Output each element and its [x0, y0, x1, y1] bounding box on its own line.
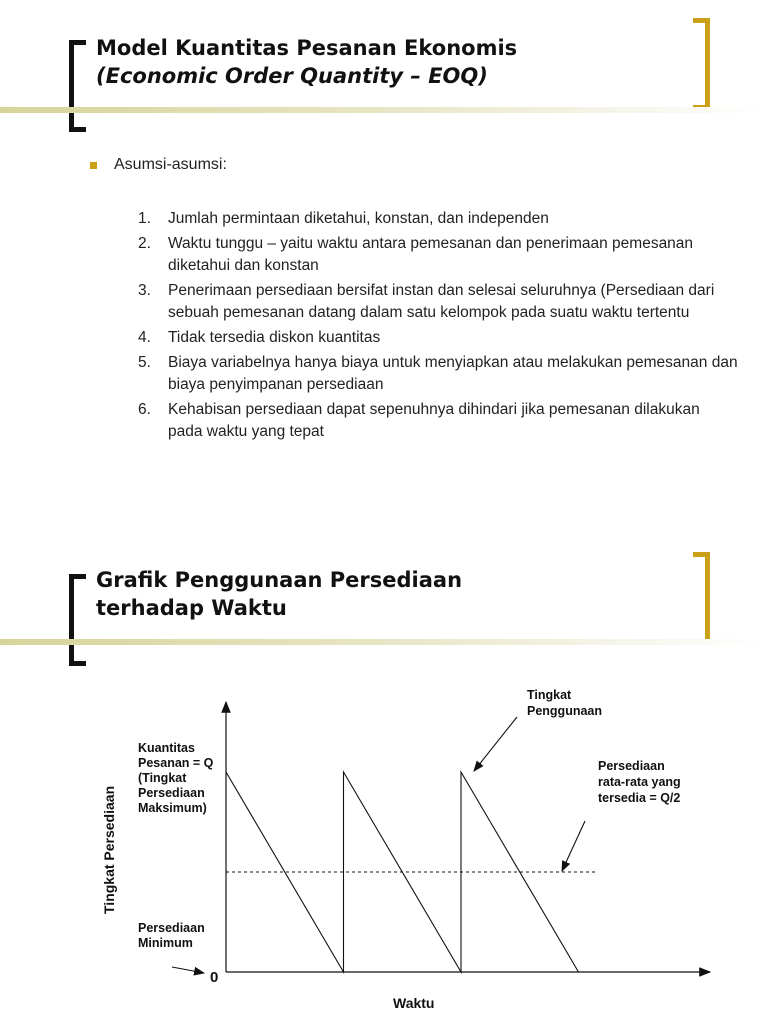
list-item-number: 6. — [138, 401, 151, 418]
slide-inventory-graph — [0, 512, 768, 1024]
inventory-chart — [0, 512, 768, 1024]
list-item-number: 4. — [138, 329, 151, 346]
usage-rate-label — [527, 688, 602, 718]
average-inventory-label-line: tersedia = Q/2 — [598, 791, 681, 805]
min-inventory-label — [138, 921, 205, 950]
slide-title-line2: terhadap Waktu — [96, 596, 287, 620]
title-bracket-right — [693, 18, 710, 110]
average-inventory-label-line: Persediaan — [598, 759, 665, 773]
average-inventory-pointer-arrow — [562, 821, 585, 871]
slide-title-line1: Grafik Penggunaan Persediaan — [96, 568, 463, 592]
usage-rate-label-line: Tingkat — [527, 688, 572, 702]
chart-axes — [226, 702, 710, 972]
chart-series — [226, 772, 596, 972]
average-inventory-label — [598, 759, 681, 805]
max-quantity-label-line: Kuantitas — [138, 741, 195, 755]
assumptions-list — [138, 208, 738, 446]
usage-rate-label-line: Penggunaan — [527, 704, 603, 718]
list-item — [138, 352, 738, 396]
list-item-text: Kehabisan persediaan dapat sepenuhnya dihindari jika pemesanan dilakukan pada waktu yang tepat — [168, 401, 700, 440]
average-inventory-label-line: rata-rata yang — [598, 775, 681, 789]
list-item-text: Tidak tersedia diskon kuantitas — [168, 329, 381, 346]
y-axis-label: Tingkat Persediaan — [101, 785, 117, 914]
slide-title — [96, 34, 517, 90]
list-item — [138, 233, 738, 277]
title-bracket-left — [69, 40, 86, 132]
usage-rate-pointer-arrow — [474, 717, 517, 771]
min-inventory-label-line: Minimum — [138, 936, 193, 950]
title-rule — [0, 107, 768, 113]
slide-title-line2: (Economic Order Quantity – EOQ) — [96, 64, 488, 88]
list-item-number: 2. — [138, 235, 151, 252]
list-item-number: 3. — [138, 282, 151, 299]
origin-label: 0 — [210, 969, 219, 986]
list-item — [138, 208, 738, 230]
max-quantity-label-line: Maksimum) — [138, 801, 207, 815]
bullet-square-icon — [90, 162, 97, 169]
max-quantity-label-line: (Tingkat — [138, 771, 187, 785]
max-quantity-label-line: Pesanan = Q — [138, 756, 214, 770]
chart-annotations — [101, 688, 681, 1011]
list-item — [138, 327, 738, 349]
max-quantity-label-line: Persediaan — [138, 786, 205, 800]
min-inventory-pointer-arrow — [172, 967, 204, 973]
min-inventory-label-line: Persediaan — [138, 921, 205, 935]
list-item-text: Jumlah permintaan diketahui, konstan, dan independen — [168, 210, 549, 227]
list-item — [138, 399, 738, 443]
list-item — [138, 280, 738, 324]
list-item-number: 5. — [138, 354, 151, 371]
slide-title-line1: Model Kuantitas Pesanan Ekonomis — [96, 36, 518, 60]
bullet-heading: Asumsi-asumsi: — [114, 156, 227, 173]
max-quantity-label — [138, 741, 214, 815]
list-item-text: Waktu tunggu – yaitu waktu antara pemesanan dan penerimaan pemesanan diketahui dan konstan — [168, 235, 694, 274]
list-item-number: 1. — [138, 210, 151, 227]
list-item-text: Penerimaan persediaan bersifat instan dan selesai seluruhnya (Persediaan dari sebuah pemesanan datang dalam satu kelompok pada suatu waktu tertentu — [168, 282, 715, 321]
x-axis-label: Waktu — [393, 995, 435, 1011]
list-item-text: Biaya variabelnya hanya biaya untuk menyiapkan atau melakukan pemesanan dan biaya penyimpanan persediaan — [168, 354, 738, 393]
